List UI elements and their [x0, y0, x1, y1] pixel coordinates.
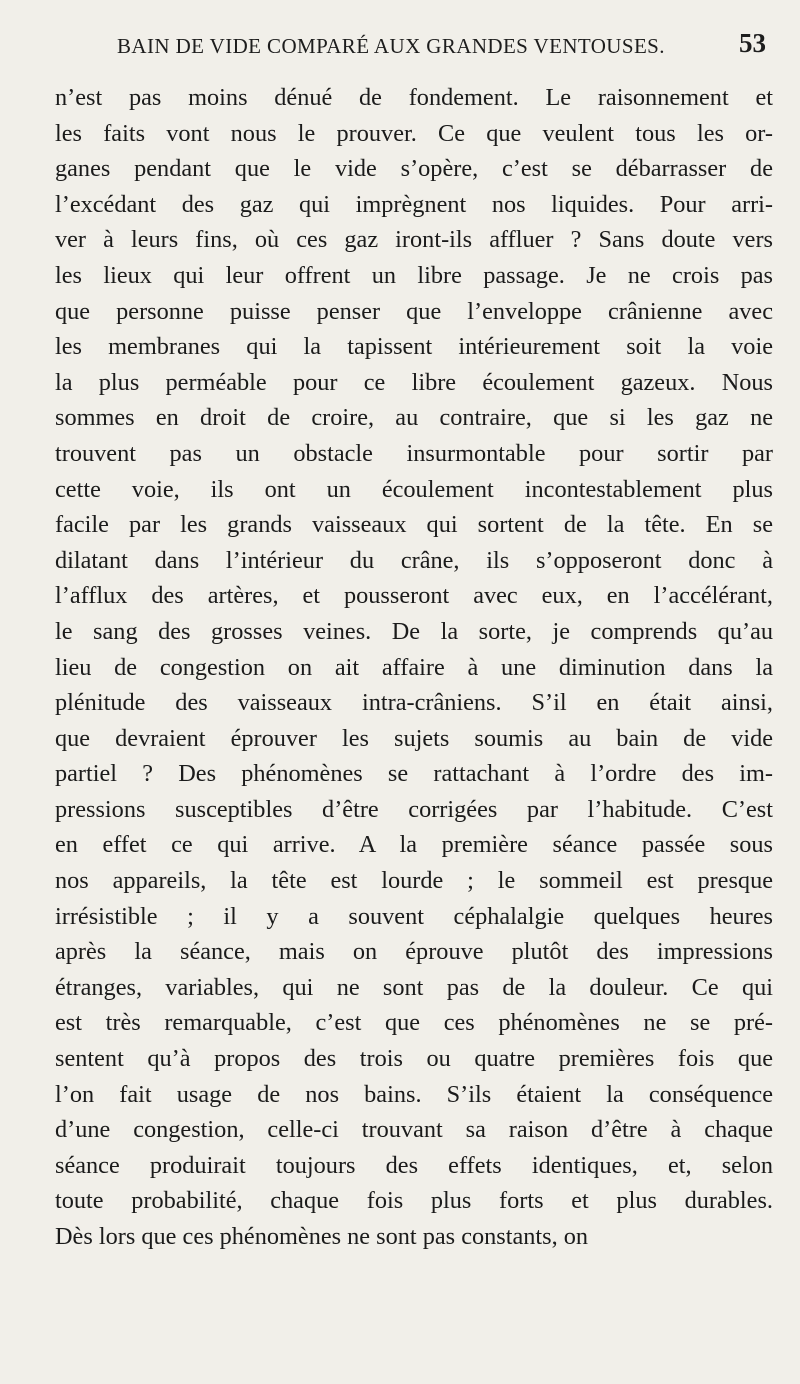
- text-line: facile par les grands vaisseaux qui sortent de la tête. En se: [55, 511, 773, 539]
- text-line: sentent qu’à propos des trois ou quatre premières fois que: [55, 1045, 773, 1073]
- text-line: est très remarquable, c’est que ces phénomènes ne se pré-: [55, 1009, 773, 1037]
- text-line: étranges, variables, qui ne sont pas de la douleur. Ce qui: [55, 973, 773, 1001]
- text-line: séance produirait toujours des effets identiques, et, selon: [55, 1151, 773, 1179]
- text-line: cette voie, ils ont un écoulement incontestablement plus: [55, 475, 773, 503]
- text-line: que devraient éprouver les sujets soumis au bain de vide: [55, 724, 773, 752]
- text-line: l’afflux des artères, et pousseront avec eux, en l’accélérant,: [55, 582, 773, 610]
- text-line: la plus perméable pour ce libre écoulement gazeux. Nous: [55, 368, 773, 396]
- text-line: Dès lors que ces phénomènes ne sont pas constants, on: [55, 1223, 589, 1250]
- text-line: après la séance, mais on éprouve plutôt des impressions: [55, 938, 773, 966]
- running-title: BAIN DE VIDE COMPARÉ AUX GRANDES VENTOUSES.: [117, 34, 665, 58]
- text-line: partiel ? Des phénomènes se rattachant à l’ordre des im-: [55, 760, 773, 788]
- text-line: le sang des grosses veines. De la sorte, je comprends qu’au: [55, 617, 773, 645]
- text-line: ver à leurs fins, où ces gaz iront-ils affluer ? Sans doute vers: [55, 226, 773, 254]
- text-line: sommes en droit de croire, au contraire, que si les gaz ne: [55, 404, 773, 432]
- text-line: pressions susceptibles d’être corrigées par l’habitude. C’est: [55, 795, 773, 823]
- page-header: [55, 24, 773, 64]
- text-line: les lieux qui leur offrent un libre passage. Je ne crois pas: [55, 261, 773, 289]
- text-line: les membranes qui la tapissent intérieurement soit la voie: [55, 333, 773, 361]
- text-line: lieu de congestion on ait affaire à une diminution dans la: [55, 653, 773, 681]
- text-line: les faits vont nous le prouver. Ce que veulent tous les or-: [55, 119, 773, 147]
- text-line: n’est pas moins dénué de fondement. Le raisonnement et: [55, 84, 773, 111]
- text-line: l’excédant des gaz qui imprègnent nos liquides. Pour arri-: [55, 190, 773, 218]
- text-line: ganes pendant que le vide s’opère, c’est se débarrasser de: [55, 155, 773, 183]
- text-line: toute probabilité, chaque fois plus forts et plus durables.: [55, 1187, 773, 1215]
- text-line: en effet ce qui arrive. A la première séance passée sous: [55, 831, 773, 859]
- text-line: que personne puisse penser que l’enveloppe crânienne avec: [55, 297, 773, 325]
- page-number: 53: [739, 28, 766, 58]
- body-text: [55, 80, 773, 1255]
- text-line: trouvent pas un obstacle insurmontable pour sortir par: [55, 439, 773, 467]
- text-line: l’on fait usage de nos bains. S’ils étaient la conséquence: [55, 1080, 773, 1108]
- text-line: plénitude des vaisseaux intra-crâniens. S’il en était ainsi,: [55, 689, 773, 717]
- text-line: dilatant dans l’intérieur du crâne, ils s’opposeront donc à: [55, 546, 773, 574]
- text-line: d’une congestion, celle-ci trouvant sa raison d’être à chaque: [55, 1116, 773, 1144]
- text-line: nos appareils, la tête est lourde ; le sommeil est presque: [55, 867, 773, 895]
- text-line: irrésistible ; il y a souvent céphalalgie quelques heures: [55, 902, 773, 930]
